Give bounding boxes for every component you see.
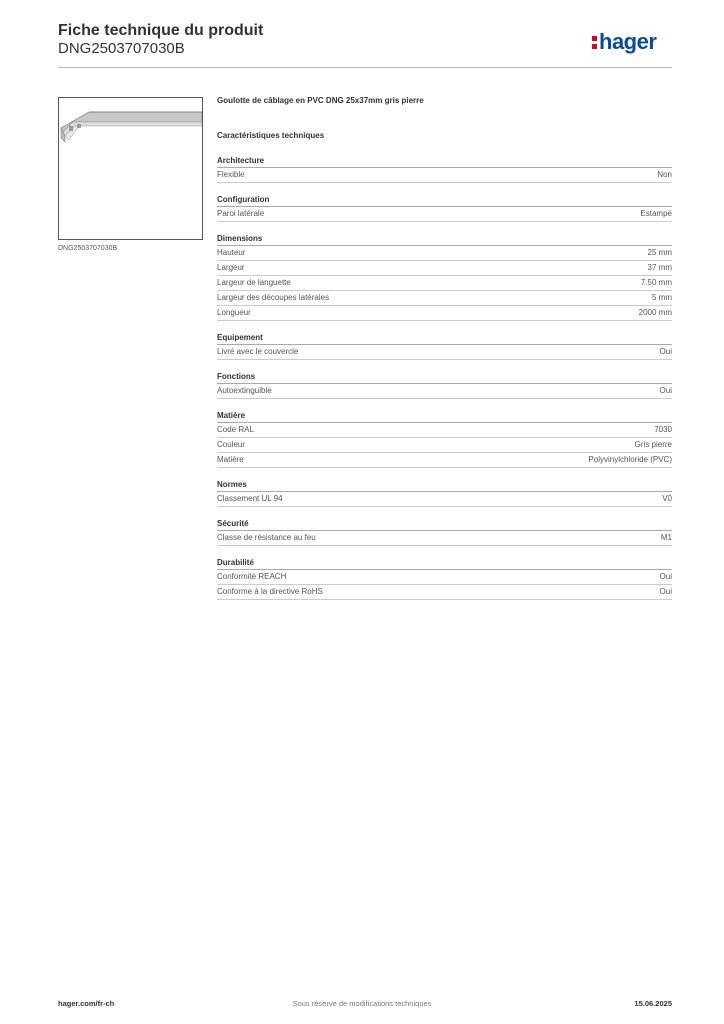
spec-group-title: Equipement bbox=[217, 331, 672, 345]
spec-value: Oui bbox=[659, 572, 672, 581]
spec-value: Gris pierre bbox=[634, 440, 672, 449]
spec-value: Oui bbox=[659, 386, 672, 395]
image-caption: DNG2503707030B bbox=[58, 245, 118, 252]
spec-row bbox=[217, 246, 672, 261]
spec-label: Conforme à la directive RoHS bbox=[217, 587, 323, 596]
spec-group-title: Architecture bbox=[217, 154, 672, 168]
spec-value: 5 mm bbox=[652, 293, 672, 302]
hager-logo bbox=[592, 28, 656, 56]
spec-label: Code RAL bbox=[217, 425, 254, 434]
spec-label: Paroi latérale bbox=[217, 209, 265, 218]
spec-value: 25 mm bbox=[647, 248, 672, 257]
product-image bbox=[58, 97, 203, 240]
spec-groups bbox=[217, 154, 672, 600]
spec-group-title: Sécurité bbox=[217, 517, 672, 531]
spec-label: Livré avec le couvercle bbox=[217, 347, 299, 356]
spec-value: Oui bbox=[659, 347, 672, 356]
spec-label: Longueur bbox=[217, 308, 251, 317]
spec-group-title: Fonctions bbox=[217, 370, 672, 384]
spec-label: Matière bbox=[217, 455, 244, 464]
logo-dots-icon bbox=[592, 36, 597, 50]
spec-label: Classe de résistance au feu bbox=[217, 533, 316, 542]
spec-label: Autoextinguible bbox=[217, 386, 272, 395]
spec-group-title: Normes bbox=[217, 478, 672, 492]
spec-value: 7.50 mm bbox=[640, 278, 672, 287]
spec-value: M1 bbox=[660, 533, 672, 542]
spec-row bbox=[217, 570, 672, 585]
spec-value: V0 bbox=[662, 494, 672, 503]
spec-row bbox=[217, 291, 672, 306]
spec-value: 7030 bbox=[654, 425, 672, 434]
page-title: Fiche technique du produit bbox=[58, 22, 264, 39]
spec-value: Oui bbox=[659, 587, 672, 596]
spec-group bbox=[217, 556, 672, 600]
spec-row bbox=[217, 453, 672, 468]
spec-row bbox=[217, 345, 672, 360]
spec-row bbox=[217, 438, 672, 453]
spec-row bbox=[217, 261, 672, 276]
spec-group bbox=[217, 331, 672, 360]
product-description: Goulotte de câblage en PVC DNG 25x37mm gris pierre bbox=[217, 96, 424, 105]
spec-label: Couleur bbox=[217, 440, 246, 449]
spec-row bbox=[217, 492, 672, 507]
footer-date: 15.06.2025 bbox=[634, 999, 672, 1008]
spec-label: Largeur des découpes latérales bbox=[217, 293, 330, 302]
spec-row bbox=[217, 585, 672, 600]
spec-value: Non bbox=[657, 170, 672, 179]
spec-label: Classement UL 94 bbox=[217, 494, 283, 503]
content-area bbox=[217, 96, 672, 610]
header-divider bbox=[58, 67, 672, 68]
spec-row bbox=[217, 531, 672, 546]
spec-row bbox=[217, 384, 672, 399]
spec-group bbox=[217, 370, 672, 399]
spec-value: 37 mm bbox=[647, 263, 672, 272]
product-reference: DNG2503707030B bbox=[58, 40, 185, 57]
spec-group bbox=[217, 154, 672, 183]
spec-label: Conformité REACH bbox=[217, 572, 287, 581]
spec-group bbox=[217, 232, 672, 321]
spec-group bbox=[217, 517, 672, 546]
spec-group bbox=[217, 478, 672, 507]
cable-duct-image bbox=[59, 98, 202, 239]
spec-row bbox=[217, 168, 672, 183]
spec-row bbox=[217, 207, 672, 222]
spec-label: Largeur de languette bbox=[217, 278, 291, 287]
spec-label: Flexible bbox=[217, 170, 245, 179]
spec-row bbox=[217, 276, 672, 291]
spec-group-title: Matière bbox=[217, 409, 672, 423]
spec-label: Largeur bbox=[217, 263, 245, 272]
specs-title: Caractéristiques techniques bbox=[217, 131, 325, 140]
spec-row bbox=[217, 306, 672, 321]
spec-value: 2000 mm bbox=[638, 308, 672, 317]
spec-group bbox=[217, 193, 672, 222]
spec-group-title: Dimensions bbox=[217, 232, 672, 246]
spec-value: Polyvinylchloride (PVC) bbox=[588, 455, 672, 464]
logo-text: hager bbox=[599, 29, 657, 54]
spec-group bbox=[217, 409, 672, 468]
footer-disclaimer: Sous réserve de modifications techniques bbox=[292, 999, 432, 1008]
spec-label: Hauteur bbox=[217, 248, 246, 257]
spec-group-title: Durabilité bbox=[217, 556, 672, 570]
footer-website: hager.com/fr-ch bbox=[58, 999, 115, 1008]
spec-value: Estampé bbox=[640, 209, 672, 218]
spec-row bbox=[217, 423, 672, 438]
spec-group-title: Configuration bbox=[217, 193, 672, 207]
